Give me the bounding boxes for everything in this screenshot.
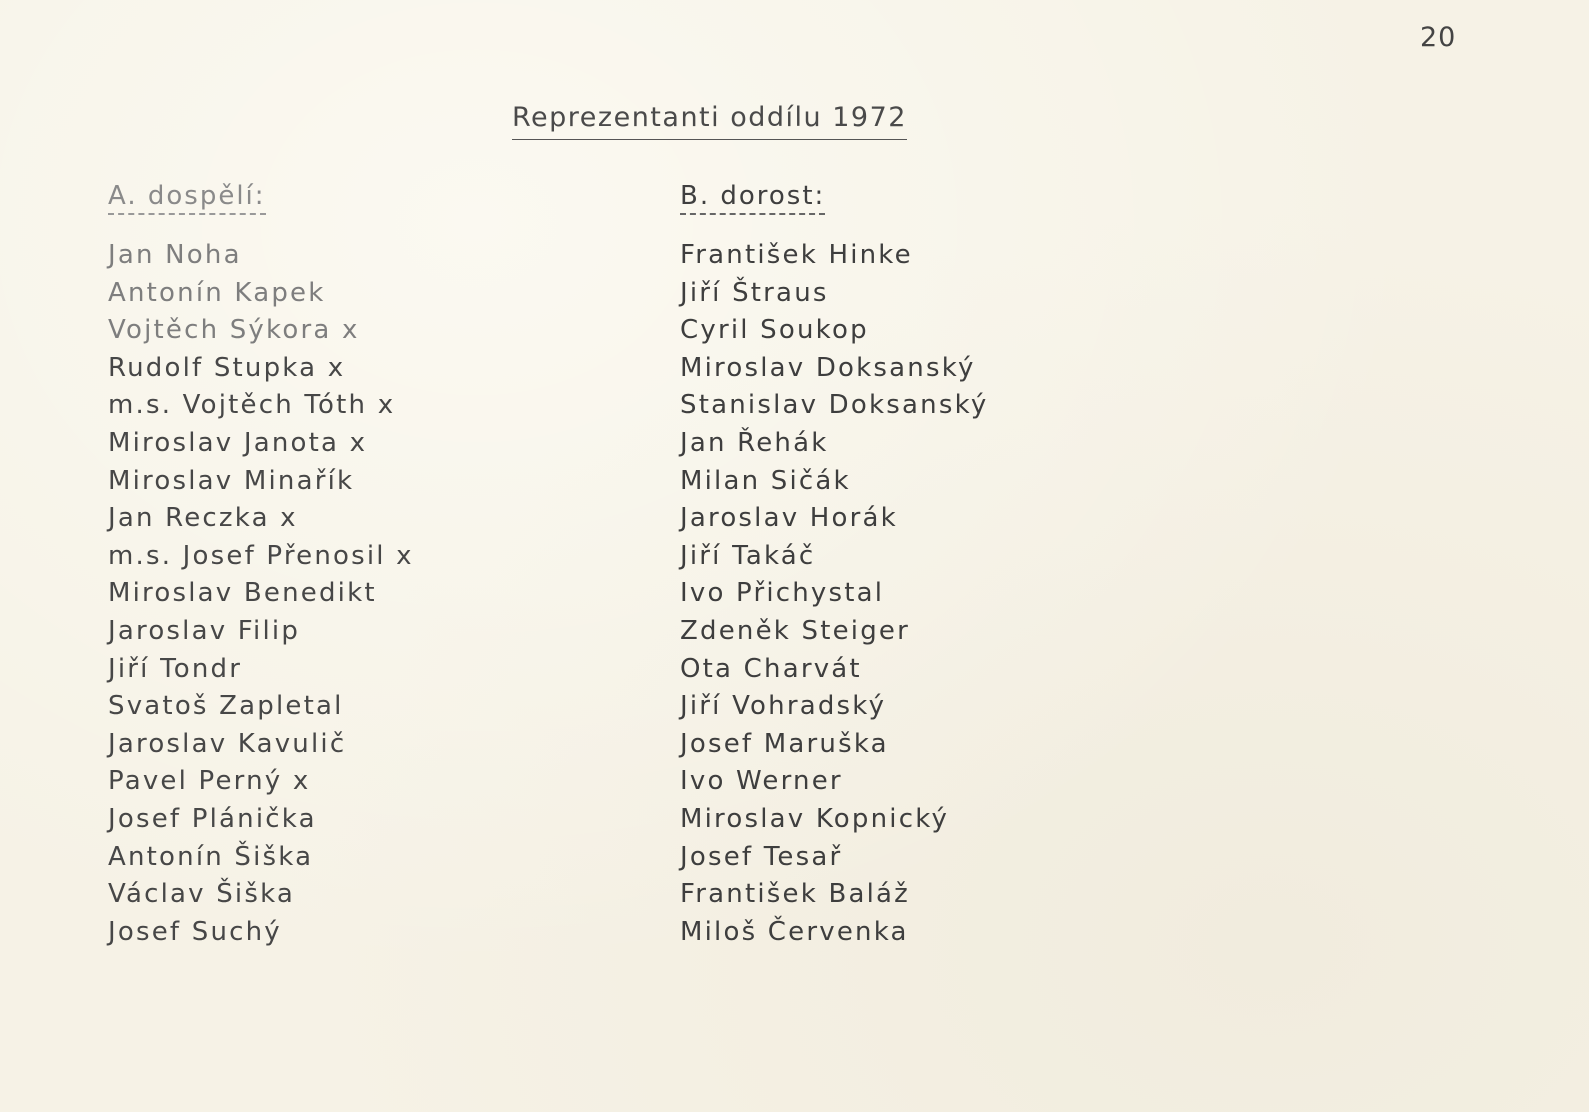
list-item: Rudolf Stupka x — [108, 352, 346, 383]
list-item: Václav Šiška — [108, 879, 296, 910]
list-item: Jaroslav Horák — [680, 503, 898, 534]
list-item: Vojtěch Sýkora x — [108, 315, 360, 346]
list-item: Jaroslav Kavulič — [108, 728, 347, 759]
list-item: Jan Reczka x — [108, 503, 298, 534]
list-item: Miroslav Doksanský — [680, 352, 976, 383]
list-item: Antonín Kapek — [108, 277, 326, 308]
list-item: Svatoš Zapletal — [108, 691, 344, 722]
list-item: Josef Suchý — [108, 916, 282, 947]
list-item: Jaroslav Filip — [108, 615, 301, 646]
list-item: Ivo Přichystal — [680, 578, 885, 609]
section-adults-heading: A. dospělí: — [108, 180, 266, 215]
adults-name-list — [108, 237, 414, 951]
list-item: Cyril Soukop — [680, 315, 869, 346]
list-item: m.s. Josef Přenosil x — [108, 540, 414, 571]
list-item: Ota Charvát — [680, 653, 862, 684]
list-item: Jiří Tondr — [108, 653, 243, 684]
list-item: Zdeněk Steiger — [680, 615, 911, 646]
list-item: Miroslav Janota x — [108, 427, 368, 458]
list-item: Jiří Štraus — [680, 277, 829, 308]
list-item: Josef Maruška — [680, 728, 889, 759]
list-item: Jiří Vohradský — [680, 691, 887, 722]
list-item: Jan Noha — [108, 240, 242, 270]
youth-name-list — [680, 237, 989, 951]
list-item: František Baláž — [680, 879, 911, 910]
page-number: 20 — [1420, 22, 1457, 53]
section-youth — [680, 180, 989, 951]
list-item: Jiří Takáč — [680, 540, 816, 571]
list-item: Josef Plánička — [108, 803, 317, 834]
list-item: Jan Řehák — [680, 427, 829, 458]
list-item: Josef Tesař — [680, 841, 843, 872]
section-youth-heading: B. dorost: — [680, 180, 825, 215]
section-adults — [108, 180, 414, 951]
list-item: Ivo Werner — [680, 766, 843, 797]
list-item: Miroslav Minařík — [108, 465, 355, 496]
list-item: František Hinke — [680, 240, 913, 270]
list-item: Miroslav Kopnický — [680, 803, 950, 834]
list-item: Miloš Červenka — [680, 916, 909, 947]
list-item: Miroslav Benedikt — [108, 578, 377, 609]
page-title: Reprezentanti oddílu 1972 — [512, 102, 907, 140]
list-item: Stanislav Doksanský — [680, 390, 989, 421]
list-item: Pavel Perný x — [108, 766, 311, 797]
list-item: m.s. Vojtěch Tóth x — [108, 390, 396, 421]
list-item: Milan Sičák — [680, 465, 851, 496]
list-item: Antonín Šiška — [108, 841, 314, 872]
